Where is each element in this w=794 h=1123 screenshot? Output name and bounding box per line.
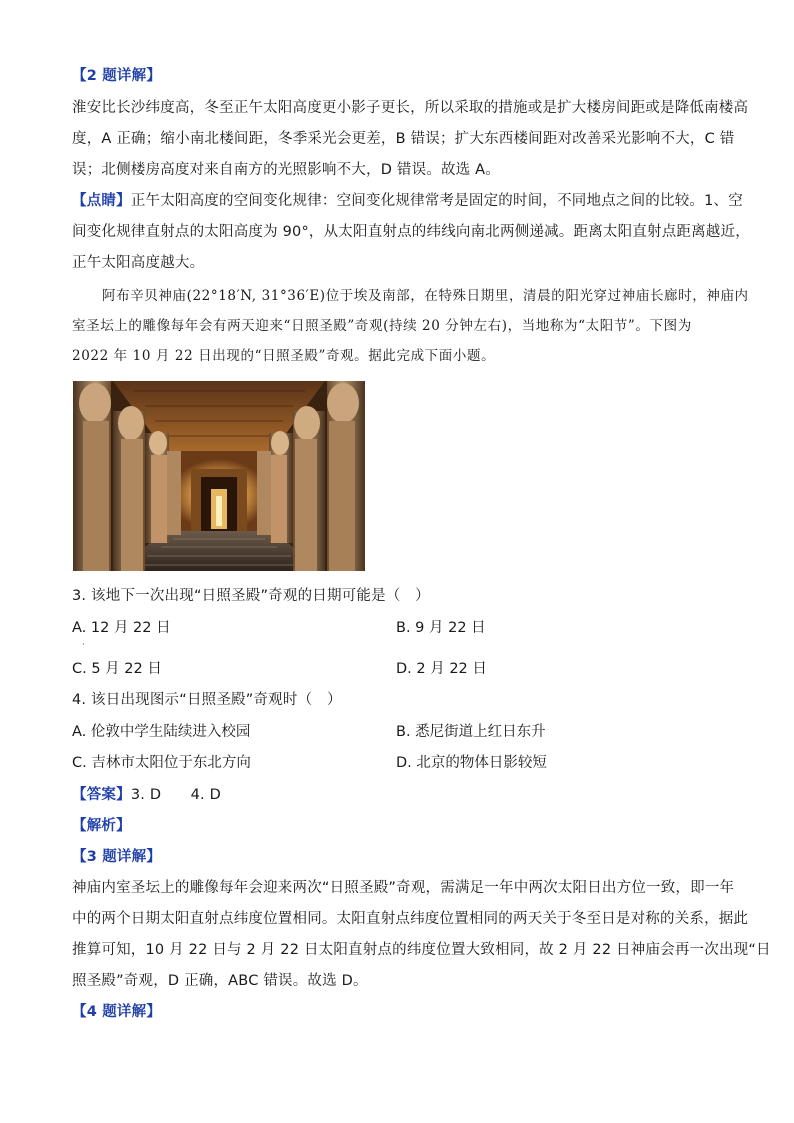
q3-option-b: B. 9 月 22 日 xyxy=(396,620,486,636)
tip-line-1 xyxy=(72,191,743,211)
tip-label: 【点睛】 xyxy=(72,193,131,209)
answer-value: 3. D 4. D xyxy=(130,787,222,803)
q4-detail-heading: 【4 题详解】 xyxy=(72,1004,162,1020)
q2-detail-line-3: 误；北侧楼房高度对来自南方的光照影响不大，D 错误。故选 A。 xyxy=(72,162,501,178)
q2-detail-heading: 【2 题详解】 xyxy=(72,68,162,84)
tip-text-1: 正午太阳高度的空间变化规律：空间变化规律常考是固定的时间，不同地点之间的比较。1、空 xyxy=(130,193,743,209)
answer-label: 【答案】 xyxy=(72,787,131,803)
stem-line-3: 2022 年 10 月 22 日出现的“日照圣殿”奇观。据此完成下面小题。 xyxy=(72,348,496,364)
q4-option-c: C. 吉林市太阳位于东北方向 xyxy=(72,755,251,771)
tip-line-2: 间变化规律直射点的太阳高度为 90°，从太阳直射点的纬线向南北两侧递减。距离太阳直射点距离越近， xyxy=(72,224,750,240)
q2-detail-line-2: 度，A 正确；缩小南北楼间距，冬季采光会更差，B 错误；扩大东西楼间距对改善采光影响不大，C 错 xyxy=(72,131,735,147)
q3-detail-heading: 【3 题详解】 xyxy=(72,849,162,865)
q4-option-b: B. 悉尼街道上红日东升 xyxy=(396,724,546,740)
q3-option-c: C. 5 月 22 日 xyxy=(72,661,162,677)
q4-option-d: D. 北京的物体日影较短 xyxy=(396,755,547,771)
stem-line-2: 室圣坛上的雕像每年会有两天迎来“日照圣殿”奇观(持续 20 分钟左右)，当地称为“太阳节”。下图为 xyxy=(72,318,692,334)
stem-line-1: 阿布辛贝神庙(22°18′N, 31°36′E)位于埃及南部，在特殊日期里，清晨的阳光穿过神庙长廊时，神庙内 xyxy=(102,288,749,304)
q3-detail-line-3: 推算可知，10 月 22 日与 2 月 22 日太阳直射点的纬度位置大致相同，故 2 月 22 日神庙会再一次出现“日 xyxy=(72,942,771,958)
q3-option-d: D. 2 月 22 日 xyxy=(396,661,487,677)
q3-detail-line-2: 中的两个日期太阳直射点纬度位置相同。太阳直射点纬度位置相同的两天关于冬至日是对称的关系，据此 xyxy=(72,911,749,927)
q3-detail-line-1: 神庙内室圣坛上的雕像每年会迎来两次“日照圣殿”奇观，需满足一年中两次太阳日出方位一致，即一年 xyxy=(72,880,735,896)
stray-mark: · xyxy=(82,640,85,650)
abu-simbel-temple-photo xyxy=(73,381,365,571)
tip-line-3: 正午太阳高度越大。 xyxy=(72,255,205,271)
answer-line xyxy=(72,785,221,805)
q3-detail-line-4: 照圣殿”奇观，D 正确，ABC 错误。故选 D。 xyxy=(72,973,368,989)
q2-detail-line-1: 淮安比长沙纬度高，冬至正午太阳高度更小影子更长，所以采取的措施或是扩大楼房间距或是降低南楼高 xyxy=(72,100,749,116)
q4-option-a: A. 伦敦中学生陆续进入校园 xyxy=(72,724,251,740)
analysis-label: 【解析】 xyxy=(72,818,131,834)
q3-option-a: A. 12 月 22 日 xyxy=(72,620,171,636)
q4-question: 4. 该日出现图示“日照圣殿”奇观时（ ） xyxy=(72,692,342,708)
q3-question: 3. 该地下一次出现“日照圣殿”奇观的日期可能是（ ） xyxy=(72,588,430,604)
